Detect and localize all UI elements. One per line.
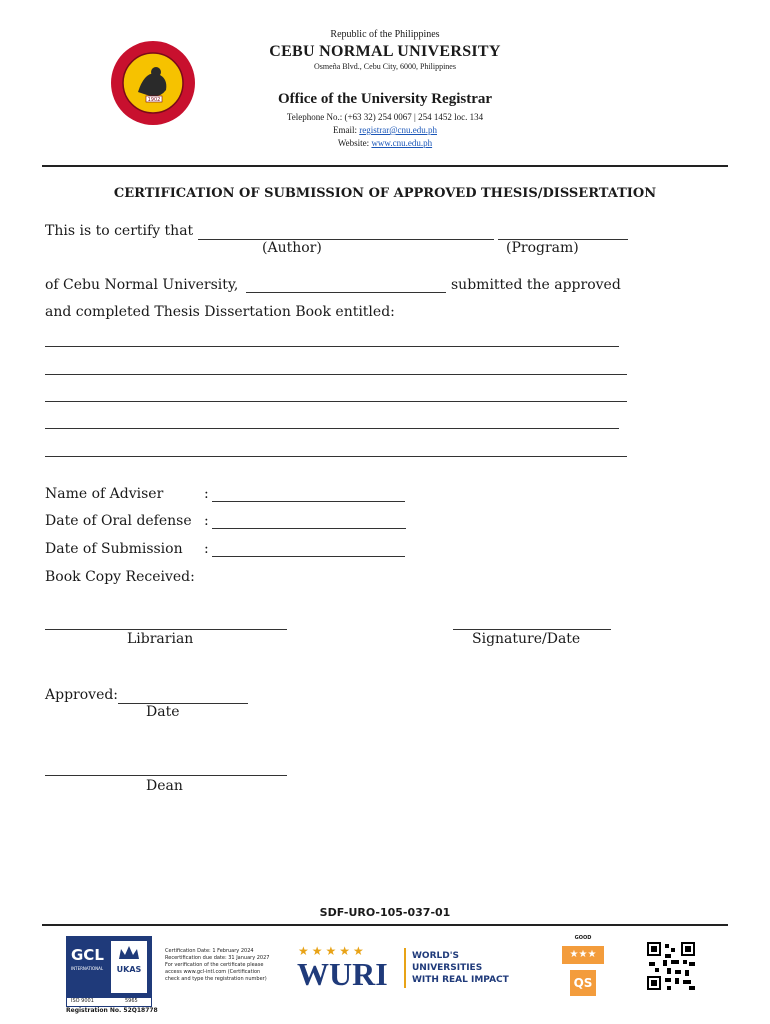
university-seal <box>110 40 196 126</box>
oral-colon: : <box>204 513 209 529</box>
gcl-text: GCL <box>71 946 104 964</box>
librarian-label: Librarian <box>127 631 194 647</box>
of-cnu-text: of Cebu Normal University, <box>45 277 239 293</box>
approved-label: Approved: <box>45 687 119 703</box>
entitled-text: and completed Thesis Dissertation Book entitled: <box>45 304 395 320</box>
oral-defense-label: Date of Oral defense <box>45 513 192 529</box>
adviser-colon: : <box>204 486 209 502</box>
wuri-line-2: UNIVERSITIES <box>412 963 483 973</box>
date-field-line[interactable] <box>246 292 446 293</box>
oral-defense-field-line[interactable] <box>212 528 406 529</box>
title-line-3[interactable] <box>45 401 627 402</box>
header-office: Office of the University Registrar <box>277 91 493 107</box>
certify-text: This is to certify that <box>45 223 194 239</box>
book-copy-label: Book Copy Received: <box>45 569 195 585</box>
gcl-sub: INTERNATIONAL <box>71 966 104 971</box>
adviser-label: Name of Adviser <box>45 486 164 502</box>
header-telephone: Telephone No.: (+63 32) 254 0067 | 254 1452 loc. 134 <box>286 112 484 122</box>
author-field-line[interactable] <box>198 239 494 240</box>
ukas-text: UKAS <box>116 965 142 974</box>
header-website-row <box>200 138 570 148</box>
submission-field-line[interactable] <box>212 556 405 557</box>
librarian-line[interactable] <box>45 629 287 630</box>
signature-line[interactable] <box>453 629 611 630</box>
qr-code-icon <box>645 940 697 992</box>
wuri-logo: WURI <box>297 956 388 992</box>
dean-line[interactable] <box>45 775 287 776</box>
submission-colon: : <box>204 541 209 557</box>
wuri-stars: ★★★★★ <box>298 944 367 958</box>
website-label: Website: <box>337 138 370 148</box>
wuri-divider <box>404 948 406 988</box>
header-country: Republic of the Philippines <box>330 29 440 40</box>
title-line-2[interactable] <box>45 374 627 375</box>
footer-divider <box>42 924 728 926</box>
signature-label: Signature/Date <box>472 631 581 647</box>
header-divider <box>42 165 728 167</box>
submitted-text: submitted the approved <box>451 277 621 293</box>
title-line-1[interactable] <box>45 346 619 347</box>
crown-icon <box>111 941 147 965</box>
title-line-4[interactable] <box>45 428 619 429</box>
program-label: (Program) <box>506 240 579 256</box>
header-university: CEBU NORMAL UNIVERSITY <box>269 43 501 60</box>
qr-code[interactable] <box>645 940 697 992</box>
gcl-ukas-logo <box>66 936 152 998</box>
author-label: (Author) <box>262 240 322 256</box>
form-code: SDF-URO-105-037-01 <box>319 906 451 919</box>
submission-label: Date of Submission <box>45 541 183 557</box>
ukas-number: 5965 <box>125 998 138 1004</box>
wuri-line-3: WITH REAL IMPACT <box>412 975 509 985</box>
qs-logo: QS <box>570 970 596 996</box>
email-label: Email: <box>332 125 357 135</box>
registration-no: Registration No. 52Q18778 <box>66 1007 158 1014</box>
iso-row <box>66 997 152 1007</box>
date-label: Date <box>146 704 180 720</box>
adviser-field-line[interactable] <box>212 501 405 502</box>
seal-year: 1902 <box>147 97 161 103</box>
iso-text: ISO 9001 <box>71 998 94 1004</box>
wuri-line-1: WORLD'S <box>412 951 459 961</box>
ukas-box <box>111 941 147 993</box>
wuri-tagline <box>412 950 509 986</box>
header-address: Osmeña Blvd., Cebu City, 6000, Philippines <box>314 62 456 71</box>
header-email-row <box>200 125 570 135</box>
certification-info: Certification Date: 1 February 2024 Recertification due date: 31 January 2027 For verification of the certificate please access www.gcl-intl.com (Certification check and type the registration number) <box>165 948 270 982</box>
website-link[interactable]: www.cnu.edu.ph <box>371 138 433 148</box>
email-link[interactable]: registrar@cnu.edu.ph <box>359 125 437 135</box>
dean-label: Dean <box>146 778 183 794</box>
form-title: CERTIFICATION OF SUBMISSION OF APPROVED THESIS/DISSERTATION <box>113 186 657 201</box>
qs-stars: ★★★ <box>562 946 604 964</box>
approved-date-line[interactable] <box>118 703 248 704</box>
qs-good-label: GOOD <box>574 935 592 941</box>
title-line-5[interactable] <box>45 456 627 457</box>
